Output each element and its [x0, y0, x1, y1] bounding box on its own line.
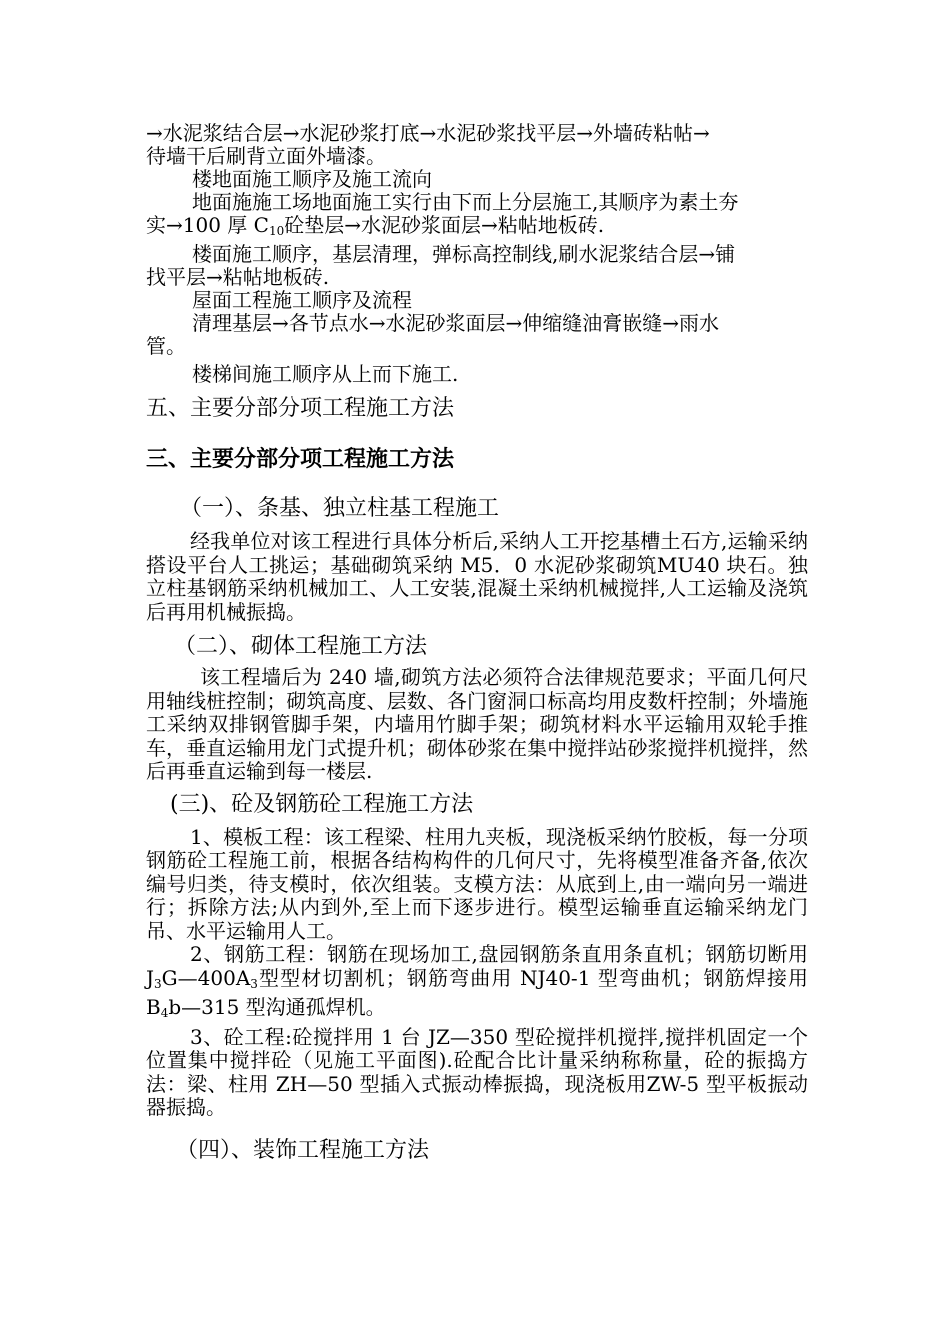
text-line: 实→100 厚 $C_{10}$砼垫层→水泥砂浆面层→粘帖地板砖.: [146, 213, 605, 238]
subheading-floor-sequence: 楼地面施工顺序及施工流向: [192, 167, 432, 191]
subsection-title-decoration: （四）、装饰工程施工方法: [176, 1137, 430, 1163]
paragraph-formwork: 1、模板工程：该工程梁、柱用九夹板，现浇板采纳竹胶板，每一分项钢筋砼工程施工前，根据各结构构件的几何尺寸，先将模型准备齐备,依次编号归类，待支模时，依次组装。支模方法：从底到上,由一端向另一端进行；拆除方法;从内到外,至上而下逐步进行。模型运输垂直运输采纳龙门吊、水平运输用人工。: [146, 824, 808, 943]
paragraph-rebar: 2、钢筋工程：钢筋在现场加工,盘园钢筋条直用条直机；钢筋切断用 $J_3G—400A_3$型型材切割机；钢筋弯曲用 NJ40-1 型弯曲机；钢筋焊接用 $B_4b—315$ 型沟通孤焊机。: [146, 942, 808, 1020]
paragraph-foundation: 经我单位对该工程进行具体分析后,采纳人工开挖基槽土石方,运输采纳搭设平台人工挑运；基础砌筑采纳 M5．0 水泥砂浆砌筑MU40 块石。独立柱基钢筋采纳机械加工、人工安装,混凝土采纳机械搅拌,人工运输及浇筑后再用机械振捣。: [146, 529, 808, 624]
paragraph-wall-finish: [146, 122, 808, 168]
text-line: 管。: [146, 334, 186, 358]
subsection-title-masonry: （二）、砌体工程施工方法: [174, 634, 428, 659]
subsection-title-foundation: （一）、条基、独立柱基工程施工: [180, 496, 500, 521]
text-line: 找平层→粘帖地板砖.: [146, 265, 330, 289]
text-line: 清理基层→各节点水→水泥砂浆面层→伸缩缝油膏嵌缝→雨水: [192, 311, 720, 335]
subheading-roof-sequence: 屋面工程施工顺序及流程: [192, 288, 412, 312]
paragraph-concrete: 3、砼工程:砼搅拌用 1 台 JZ—350 型砼搅拌机搅拌,搅拌机固定一个位置集中搅拌砼（见施工平面图).砼配合比计量采纳称称量，砼的振捣方法：梁、柱用 ZH—50 型插入式振动棒振捣，现浇板用ZW-5 型平板振动器振捣。: [146, 1024, 808, 1119]
section-heading-five: 五、主要分部分项工程施工方法: [146, 396, 455, 421]
paragraph-ground-floor: [146, 191, 808, 243]
paragraph-stairs: 楼梯间施工顺序从上而下施工.: [192, 362, 459, 386]
paragraph-masonry: 该工程墙后为 240 墙,砌筑方法必须符合法律规范要求；平面几何尺用轴线桩控制；砌筑高度、层数、各门窗洞口标高均用皮数杆控制；外墙施工采纳双排钢管脚手架，内墙用竹脚手架；砌筑材料水平运输用双轮手推车，垂直运输用龙门式提升机；砌体砂浆在集中搅拌站砂浆搅拌机搅拌，然后再垂直运输到每一楼层.: [146, 665, 808, 783]
text-line: 楼面施工顺序，基层清理，弹标高控制线,刷水泥浆结合层→铺: [192, 242, 736, 266]
paragraph-upper-floor: [146, 243, 808, 289]
document-body: [146, 122, 808, 1166]
text-line: →水泥浆结合层→水泥砂浆打底→水泥砂浆找平层→外墙砖粘帖→: [146, 121, 710, 145]
paragraph-roof: [146, 312, 808, 358]
section-heading-three: 三、主要分部分项工程施工方法: [146, 446, 455, 472]
text-line: 地面施施工场地面施工实行由下而上分层施工,其顺序为素土夯: [192, 190, 739, 214]
subsection-title-concrete: (三)、砼及钢筋砼工程施工方法: [170, 791, 474, 817]
text-line: 待墙干后刷背立面外墙漆。: [146, 144, 386, 168]
